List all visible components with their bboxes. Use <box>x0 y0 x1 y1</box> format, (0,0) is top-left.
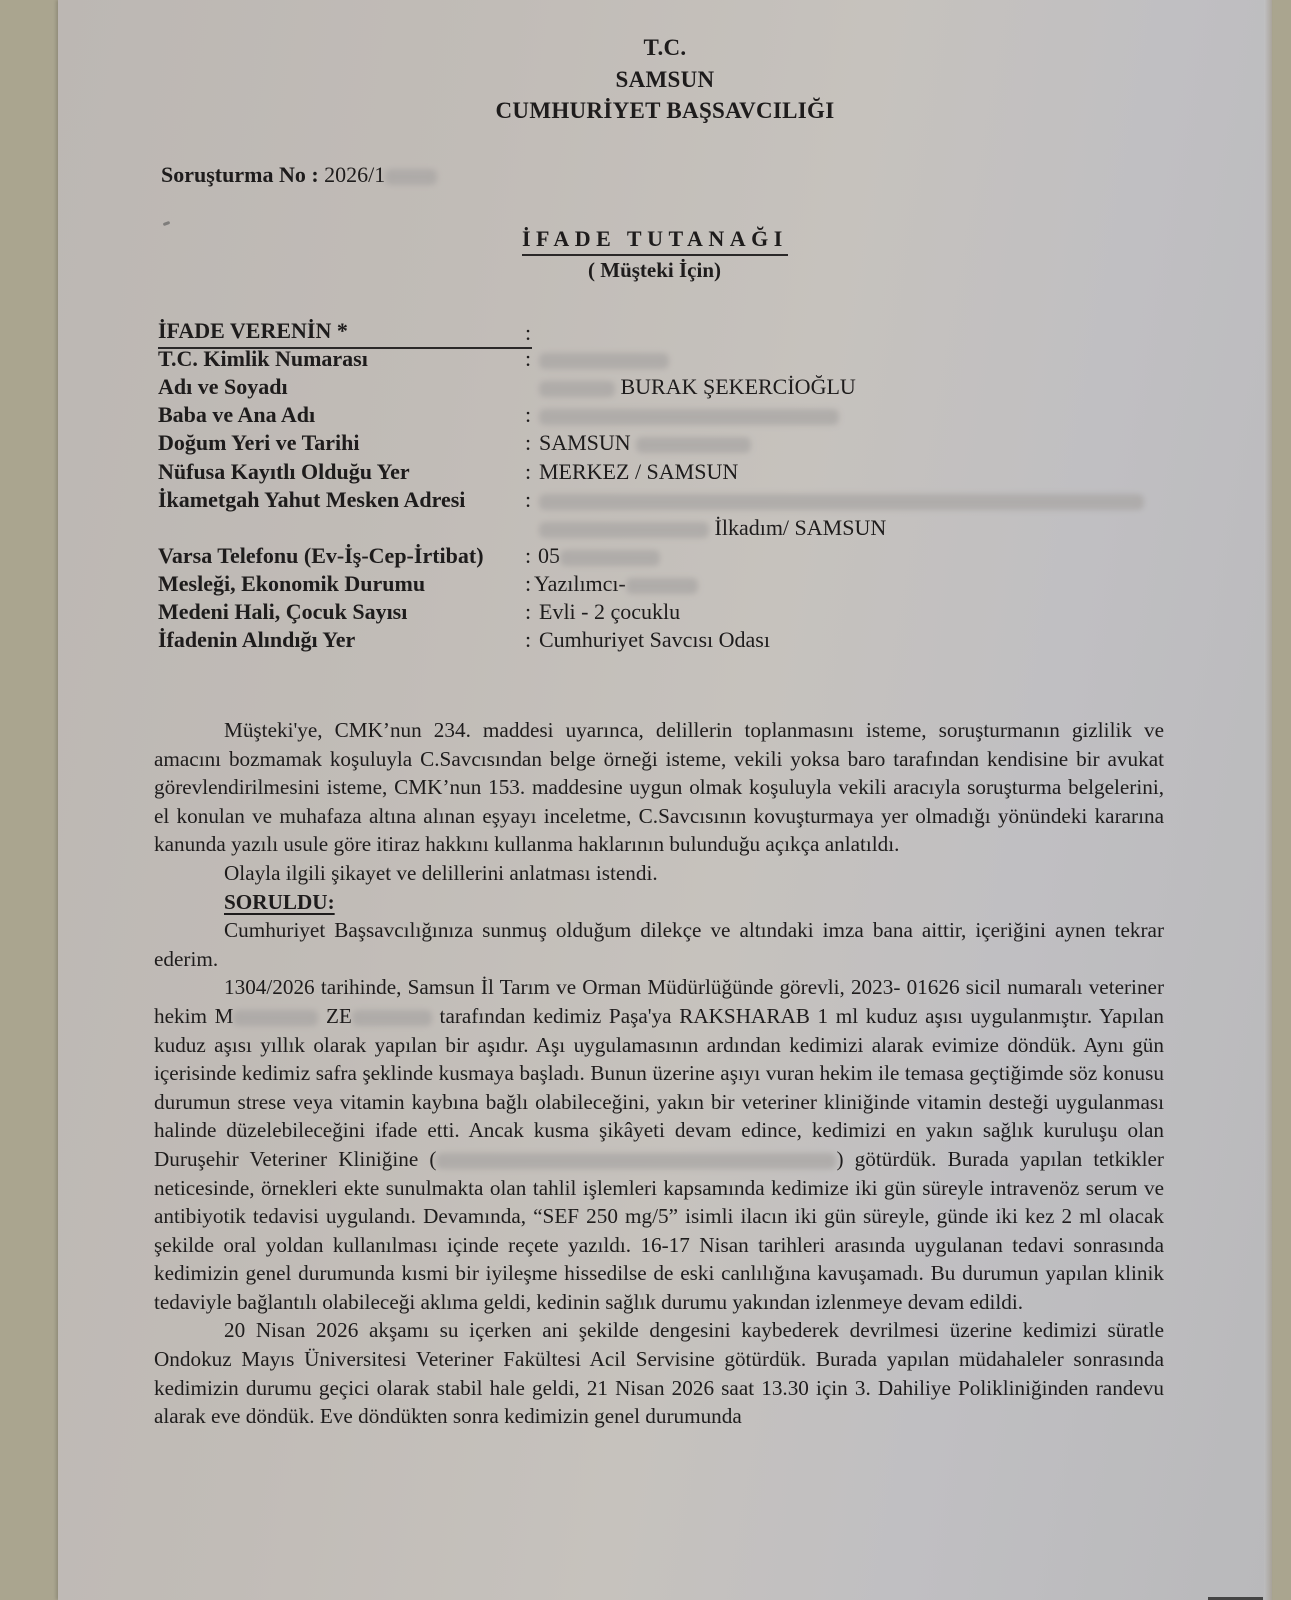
field-label-address: İkametgah Yahut Mesken Adresi <box>158 487 466 512</box>
field-value-location: Cumhuriyet Savcısı Odası <box>539 627 770 652</box>
field-sep: : <box>525 487 532 512</box>
stray-mark <box>163 221 171 226</box>
redacted-block <box>352 1010 432 1026</box>
redacted-block <box>636 437 751 453</box>
redacted-block <box>436 1153 836 1169</box>
document-title: İFADE TUTANAĞI <box>522 226 788 256</box>
field-sep: : <box>525 459 532 484</box>
field-sep: : <box>525 402 532 427</box>
header-tc: T.C. <box>643 35 687 60</box>
header-office: CUMHURİYET BAŞSAVCILIĞI <box>495 98 835 123</box>
birth-place-text: SAMSUN <box>539 430 631 455</box>
redacted-block <box>539 381 615 397</box>
occupation-text: Yazılımcı- <box>534 571 626 596</box>
field-label-name: Adı ve Soyadı <box>158 374 288 399</box>
redacted-block <box>233 1010 318 1026</box>
field-label-parents: Baba ve Ana Adı <box>158 402 316 427</box>
para1-text-c: tarafından kedimiz Paşa'ya RAKSHARAB 1 ml kuduz aşısı uygulanmıştır. Yapılan kuduz aşısı yıllık olarak yapılan bir aşıdır. Aşı uygulamasının ardından kedimizi alarak evimize döndük. Aynı gün içerisinde kedimiz safra şeklinde kusmaya başladı. Bunun üzerine aşıyı vuran hekim ile temasa geçtiğimde söz konusu durumun strese veya vitamin kaybına bağlı olabileceğini, yakın bir veteriner kliniğinde vitamin desteği uygulanması halinde düzelebileceğini ifade etti. Ancak kusma şikâyeti devam edince, kedimizi en yakın sağlık kuruluşu olan Duruşehir Veteriner Kliniğine ( <box>154 1003 1164 1171</box>
statement-paragraph-2: 20 Nisan 2026 akşamı su içerken ani şekilde dengesini kaybederek devrilmesi üzerine kedimizi süratle Ondokuz Mayıs Üniversitesi Veteriner Fakültesi Acil Servisine götürdük. Burada yapılan müdahaleler sonrasında kedimizin durumu geçici olarak stabil hale geldi, 21 Nisan 2026 saat 13.30 için 3. Dahiliye Polikliniğinden randevu alarak eve döndük. Eve döndükten sonra kedimizin genel durumunda <box>154 1318 1164 1429</box>
redacted-block <box>539 353 669 369</box>
field-value-name <box>539 374 856 400</box>
rights-paragraph: Müşteki'ye, CMK’nun 234. maddesi uyarınca, delillerin toplanmasını isteme, soruşturmanın gizlilik ve amacını bozmamak koşuluyla C.Savcısından belge örneği isteme, vekili yoksa baro tarafından kendisine bir avukat görevlendirilmesini isteme, CMK’nun 153. maddesine uygun olmak koşuluyla vekili aracıyla soruşturma belgelerini, el konulan ve muhafaza altına alınan eşyayı inceletme, C.Savcısının kovuşturmaya yer olmadığı yönündeki kararına kanunda yazılı usule göre itiraz hakkını kullanma haklarının bulunduğu açıkça anlatıldı. <box>154 718 1164 857</box>
request-line: Olayla ilgili şikayet ve delillerini anlatması istendi. <box>224 860 658 885</box>
field-label-birth: Doğum Yeri ve Tarihi <box>158 430 360 455</box>
statement-body <box>154 716 1164 1431</box>
redacted-block <box>539 522 709 538</box>
soruldu-heading-row <box>154 888 1164 917</box>
redacted-block <box>626 578 698 594</box>
statement-intro: Cumhuriyet Başsavcılığınıza sunmuş olduğum dilekçe ve altındaki imza bana aittir, içeriğini aynen tekrar ederim. <box>154 918 1164 971</box>
field-value-registry: MERKEZ / SAMSUN <box>539 459 739 484</box>
redacted-block <box>539 494 1144 510</box>
field-label-occupation: Mesleği, Ekonomik Durumu <box>158 571 426 596</box>
header-city: SAMSUN <box>615 67 715 92</box>
redacted-block <box>539 409 839 425</box>
field-value-address <box>539 487 1144 513</box>
field-sep: : <box>525 346 532 371</box>
field-value-address-line2 <box>539 515 886 541</box>
field-sep: : <box>525 599 532 624</box>
document-subtitle: ( Müşteki İçin) <box>588 258 721 282</box>
field-value-marital: Evli - 2 çocuklu <box>539 599 681 624</box>
address-city-text: İlkadım/ SAMSUN <box>714 515 887 540</box>
field-value-phone <box>538 543 660 569</box>
document-page <box>58 0 1272 1600</box>
field-sep: : <box>525 543 532 568</box>
field-label-tc-id: T.C. Kimlik Numarası <box>158 346 368 371</box>
para1-text-b: ZE <box>318 1003 352 1028</box>
field-label-registry: Nüfusa Kayıtlı Olduğu Yer <box>158 459 410 484</box>
case-number <box>161 162 437 188</box>
field-sep: : <box>525 571 532 596</box>
soruldu-heading: SORULDU: <box>224 889 335 914</box>
para1-text-d: ) götürdük. Burada yapılan tetkikler neticesinde, örnekleri ekte sunulmakta olan tahlil işlemleri kapsamında kedimize iki gün süreyle intravenöz serum ve antibiyotik tedavisi uygulandı. Devamında, “SEF 250 mg/5” isimli ilacın iki gün süreyle, günde iki kez 2 ml olacak şekilde oral yoldan kullanılması içinde reçete yazıldı. 16-17 Nisan tarihleri arasında uygulanan tedavi sonrasında kedimizin genel durumunda kısmi bir iyileşme hissedilse de eski canlılığına kavuşamadı. Bu durumun yapılan klinik tedaviyle bağlantılı olabileceği aklıma geldi, kedinin sağlık durumu yakından izlenmeye devam edildi. <box>154 1146 1164 1314</box>
field-sep: : <box>525 430 532 455</box>
statement-paragraph-1 <box>154 973 1164 1316</box>
redacted-block <box>560 550 660 566</box>
field-value-occupation <box>534 571 698 597</box>
field-label-location: İfadenin Alındığı Yer <box>158 627 356 652</box>
case-number-label: Soruşturma No : <box>161 162 319 187</box>
field-sep: : <box>525 320 532 345</box>
field-label-statement-giver: İFADE VERENİN * <box>158 318 348 343</box>
name-text: BURAK ŞEKERCİOĞLU <box>620 374 856 399</box>
field-label-phone: Varsa Telefonu (Ev-İş-Cep-İrtibat) <box>158 543 484 568</box>
field-sep: : <box>525 627 532 652</box>
field-label-marital: Medeni Hali, Çocuk Sayısı <box>158 599 408 624</box>
field-value-birth <box>539 430 751 456</box>
case-number-value: 2026/1 <box>324 162 386 187</box>
field-value-tc-id <box>539 346 669 372</box>
para1-text-a: 1304/2026 tarihinde, Samsun İl Tarım ve Orman Müdürlüğünde görevli, 2023- 01626 sicil numaralı veteriner hekim M <box>154 975 1164 1028</box>
phone-prefix-text: 05 <box>538 543 560 568</box>
field-value-parents <box>539 402 839 428</box>
redacted-block <box>385 169 437 185</box>
